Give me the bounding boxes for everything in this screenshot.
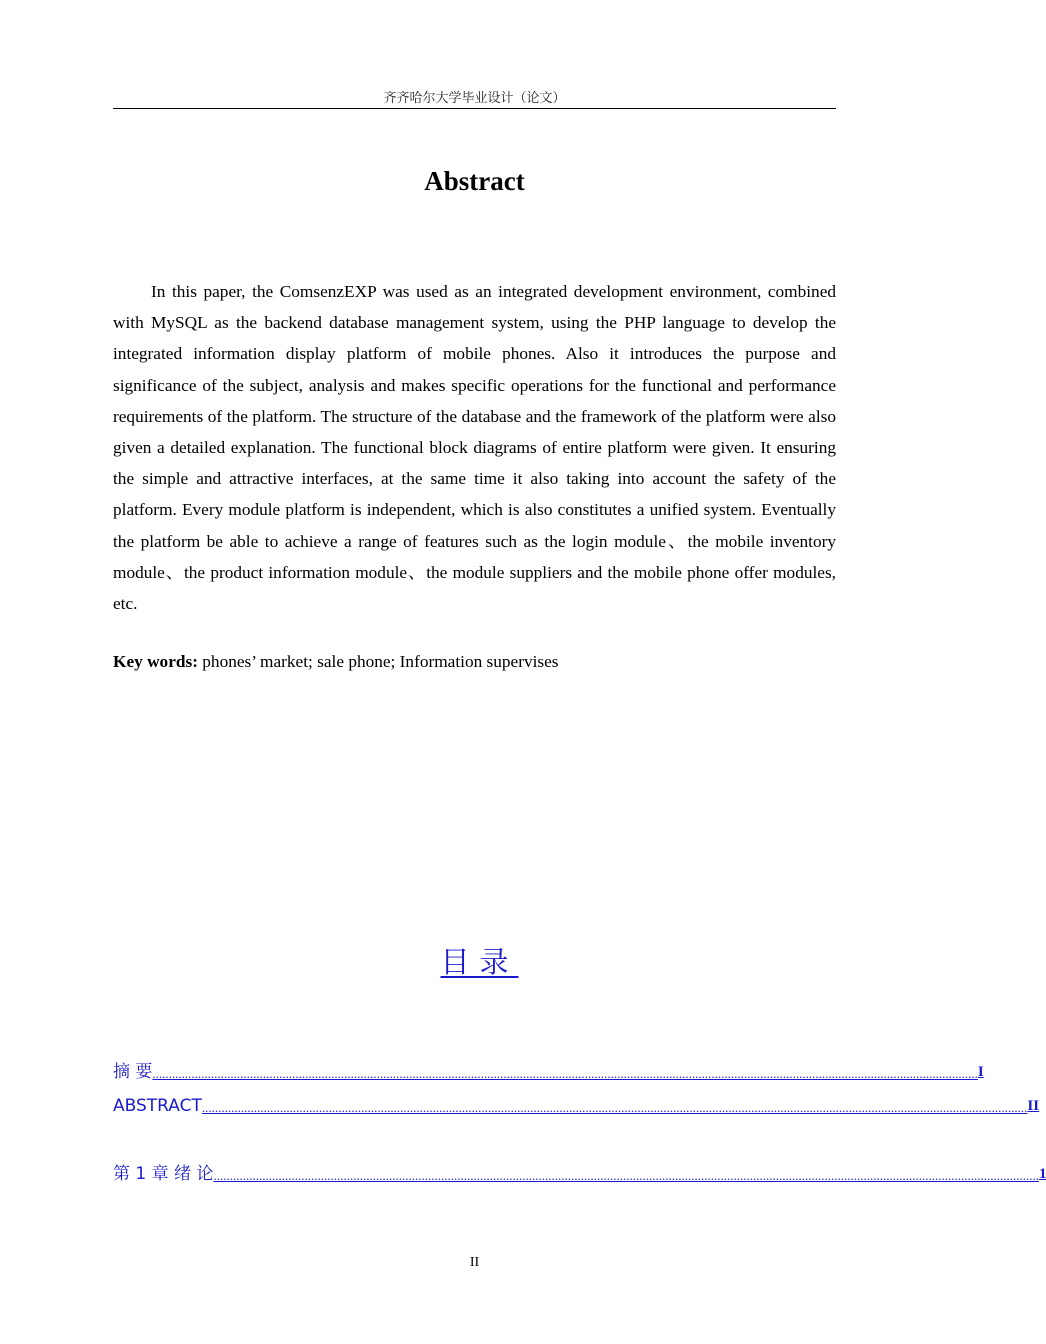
toc-entry-chapter-1[interactable] (113, 1162, 1046, 1186)
toc-entry-page[interactable]: I (977, 1064, 984, 1080)
abstract-title: Abstract (424, 166, 525, 196)
page-number: II (469, 1255, 480, 1270)
toc-entry-label[interactable]: 摘 要 (113, 1062, 153, 1082)
toc-leader-dots[interactable]: .............................................................................................................................................................................................................................................................. (213, 1168, 1039, 1183)
header-rule (113, 108, 836, 109)
toc-entry-abstract-en[interactable] (113, 1094, 1040, 1118)
toc-entry-abstract-cn[interactable] (113, 1060, 984, 1084)
toc-entry-label[interactable]: ABSTRACT (113, 1096, 202, 1116)
running-header: 齐齐哈尔大学毕业设计（论文） (383, 91, 566, 106)
keywords-text: phones’ market; sale phone; Information supervises (197, 652, 559, 671)
toc-entry-page[interactable]: 1 (1038, 1166, 1046, 1182)
keywords-line (113, 648, 836, 676)
toc-title[interactable] (113, 940, 836, 984)
toc-leader-dots[interactable]: .............................................................................................................................................................................................................................................................. (152, 1066, 978, 1081)
toc-leader-dots[interactable]: .............................................................................................................................................................................................................................................................. (201, 1100, 1028, 1115)
toc-entry-label[interactable]: 第 1 章 绪 论 (113, 1164, 214, 1184)
abstract-body: In this paper, the ComsenzEXP was used as an integrated development environment, combined with MySQL as the backend database management system, using the PHP language to develop the integrated information display platform of mobile phones. Also it introduces the purpose and significance of the subject, analysis and makes specific operations for the functional and performance requirements of the platform. The structure of the database and the framework of the platform were also given a detailed explanation. The functional block diagrams of entire platform were given. It ensuring the simple and attractive interfaces, at the same time it also taking into account the safety of the platform. Every module platform is independent, which is also constitutes a unified system. Eventually the platform be able to achieve a range of features such as the login module、the mobile inventory module、the product information module、the module suppliers and the mobile phone offer modules, etc. (113, 282, 836, 614)
toc-entry-page[interactable]: II (1027, 1098, 1040, 1114)
toc-title-text[interactable]: 目录 (440, 945, 519, 979)
keywords-label: Key words: (113, 652, 198, 671)
